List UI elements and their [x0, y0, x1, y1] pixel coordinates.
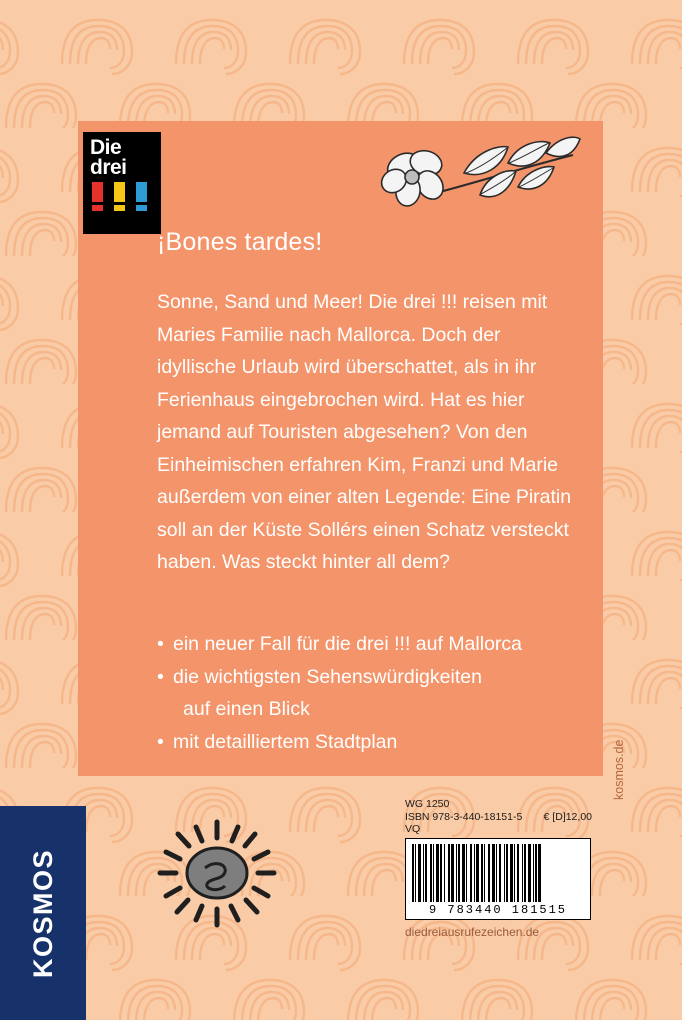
series-logo — [83, 132, 161, 234]
blurb-text: Sonne, Sand und Meer! Die drei !!! reisen mit Maries Familie nach Mallorca. Doch der idyllische Urlaub wird überschattet, als in ihr Ferienhaus eingebrochen wird. Hat es hier jemand auf Touristen abgesehen? Von den Einheimischen erfahren Kim, Franzi und Marie außerdem von einer alten Legende: Eine Piratin soll an der Küste Sollérs einen Schatz versteckt haben. Was steckt hinter all dem? — [157, 291, 572, 573]
page-title: ¡Bones tardes! — [157, 228, 323, 256]
exclamation-mark-yellow — [110, 182, 129, 212]
exclamation-mark-blue — [132, 182, 151, 212]
isbn-number: ISBN 978-3-440-18151-5 — [405, 810, 523, 823]
vq-code: VQ — [405, 823, 421, 835]
barcode-image — [405, 838, 591, 920]
barcode-bars — [412, 844, 584, 902]
list-item — [157, 661, 587, 726]
logo-line-1: Die — [90, 136, 122, 159]
list-item-label-continued: auf einen Blick — [183, 698, 310, 720]
list-item-label: ein neuer Fall für die drei !!! auf Mallorca — [173, 633, 523, 655]
barcode-metadata — [405, 798, 605, 836]
publisher-website-vertical: kosmos.de — [612, 739, 626, 800]
bullet-dot-icon: • — [157, 633, 164, 655]
barcode-digits: 9 783440 181515 — [428, 902, 568, 917]
bullet-dot-icon: • — [157, 665, 164, 688]
flower-branch-illustration — [368, 133, 583, 243]
logo-exclamation-marks — [83, 182, 161, 212]
list-item-label: mit detailliertem Stadtplan — [173, 730, 398, 753]
logo-line-2: drei — [90, 156, 127, 179]
series-website: diedreiausrufezeichen.de — [405, 924, 540, 939]
bullet-dot-icon: • — [157, 730, 164, 753]
sun-illustration — [150, 810, 285, 940]
price-label: € [D]12,00 — [543, 810, 592, 823]
warengruppe: WG 1250 — [405, 798, 450, 810]
exclamation-mark-red — [88, 182, 107, 212]
publisher-name: KOSMOS — [27, 848, 58, 978]
publisher-logo-block — [0, 806, 86, 1020]
barcode-block — [405, 798, 605, 939]
list-item — [157, 628, 587, 661]
feature-list — [157, 628, 587, 758]
list-item — [157, 726, 587, 759]
list-item-label: die wichtigsten Sehenswürdigkeiten — [173, 665, 482, 688]
